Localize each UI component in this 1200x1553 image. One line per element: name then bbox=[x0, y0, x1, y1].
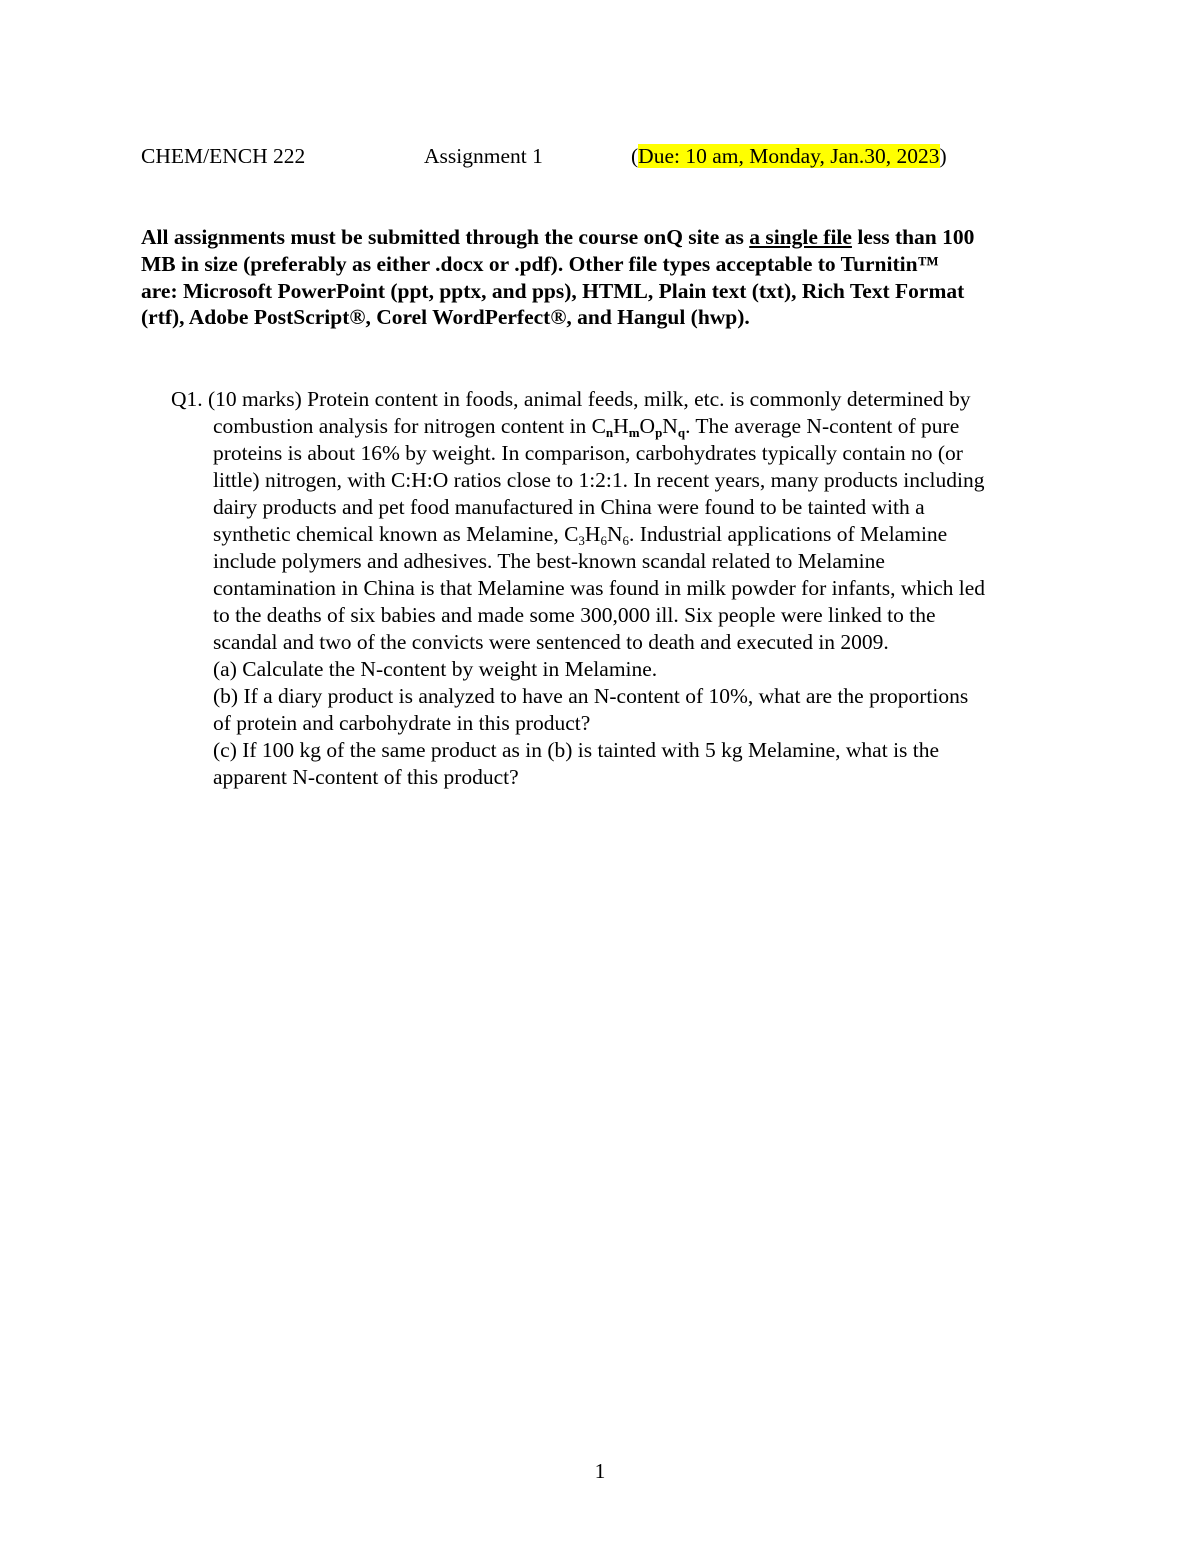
question-1 bbox=[171, 386, 1071, 791]
subscript: m bbox=[628, 425, 640, 440]
question-line: include polymers and adhesives. The best-known scandal related to Melamine bbox=[213, 549, 885, 573]
subscript: q bbox=[677, 425, 686, 440]
notice-text: less than 100 bbox=[851, 225, 975, 249]
subscript: n bbox=[605, 425, 614, 440]
assignment-header bbox=[141, 140, 1061, 172]
notice-line: (rtf), Adobe PostScript®, Corel WordPerfect®, and Hangul (hwp). bbox=[141, 305, 750, 330]
question-text: synthetic chemical known as Melamine, C bbox=[213, 522, 579, 546]
question-text: . The average N-content of pure bbox=[685, 414, 960, 438]
subscript: 3 bbox=[578, 533, 585, 548]
question-line bbox=[171, 413, 1071, 440]
question-line: little) nitrogen, with C:H:O ratios close to 1:2:1. In recent years, many products including bbox=[213, 468, 985, 492]
subscript: 6 bbox=[622, 533, 629, 548]
assignment-title: Assignment 1 bbox=[424, 144, 543, 168]
notice-line bbox=[141, 224, 1061, 251]
part-c: (c) If 100 kg of the same product as in (b) is tainted with 5 kg Melamine, what is the bbox=[213, 738, 940, 762]
part-c-continued: apparent N-content of this product? bbox=[213, 765, 519, 789]
question-line: contamination in China is that Melamine was found in milk powder for infants, which led bbox=[213, 576, 986, 600]
question-line: scandal and two of the convicts were sentenced to death and executed in 2009. bbox=[213, 630, 889, 654]
question-text: . Industrial applications of Melamine bbox=[628, 522, 948, 546]
part-a: (a) Calculate the N-content by weight in Melamine. bbox=[213, 657, 658, 681]
question-text: H bbox=[584, 522, 601, 546]
question-text: N bbox=[662, 414, 678, 438]
question-text: combustion analysis for nitrogen content in C bbox=[213, 414, 606, 438]
notice-text: All assignments must be submitted through the course onQ site as bbox=[141, 225, 750, 249]
part-b-continued: of protein and carbohydrate in this product? bbox=[213, 711, 591, 735]
subscript: 6 bbox=[600, 533, 607, 548]
question-text: N bbox=[606, 522, 623, 546]
part-b: (b) If a diary product is analyzed to have an N-content of 10%, what are the proportions bbox=[213, 684, 969, 708]
question-text: H bbox=[613, 414, 629, 438]
question-line: dairy products and pet food manufactured in China were found to be tainted with a bbox=[213, 495, 925, 519]
submission-notice bbox=[141, 224, 1061, 331]
question-text: O bbox=[639, 414, 656, 438]
due-date-highlight: Due: 10 am, Monday, Jan.30, 2023 bbox=[638, 144, 940, 168]
question-line: to the deaths of six babies and made some 300,000 ill. Six people were linked to the bbox=[213, 603, 936, 627]
notice-line: MB in size (preferably as either .docx or .pdf). Other file types acceptable to Turnitin™ bbox=[141, 251, 940, 276]
notice-line: are: Microsoft PowerPoint (ppt, pptx, and pps), HTML, Plain text (txt), Rich Text Format bbox=[141, 278, 965, 303]
question-line bbox=[171, 521, 1071, 548]
page-number: 1 bbox=[594, 1459, 606, 1483]
notice-underlined-text: a single file bbox=[749, 225, 852, 249]
due-close-paren: ) bbox=[939, 144, 947, 168]
due-open-paren: ( bbox=[631, 144, 639, 168]
question-line: Q1. (10 marks) Protein content in foods, animal feeds, milk, etc. is commonly determined by bbox=[171, 387, 971, 411]
subscript: p bbox=[655, 425, 663, 440]
question-line: proteins is about 16% by weight. In comparison, carbohydrates typically contain no (or bbox=[213, 441, 963, 465]
due-date bbox=[631, 140, 947, 172]
course-code: CHEM/ENCH 222 bbox=[141, 144, 306, 168]
